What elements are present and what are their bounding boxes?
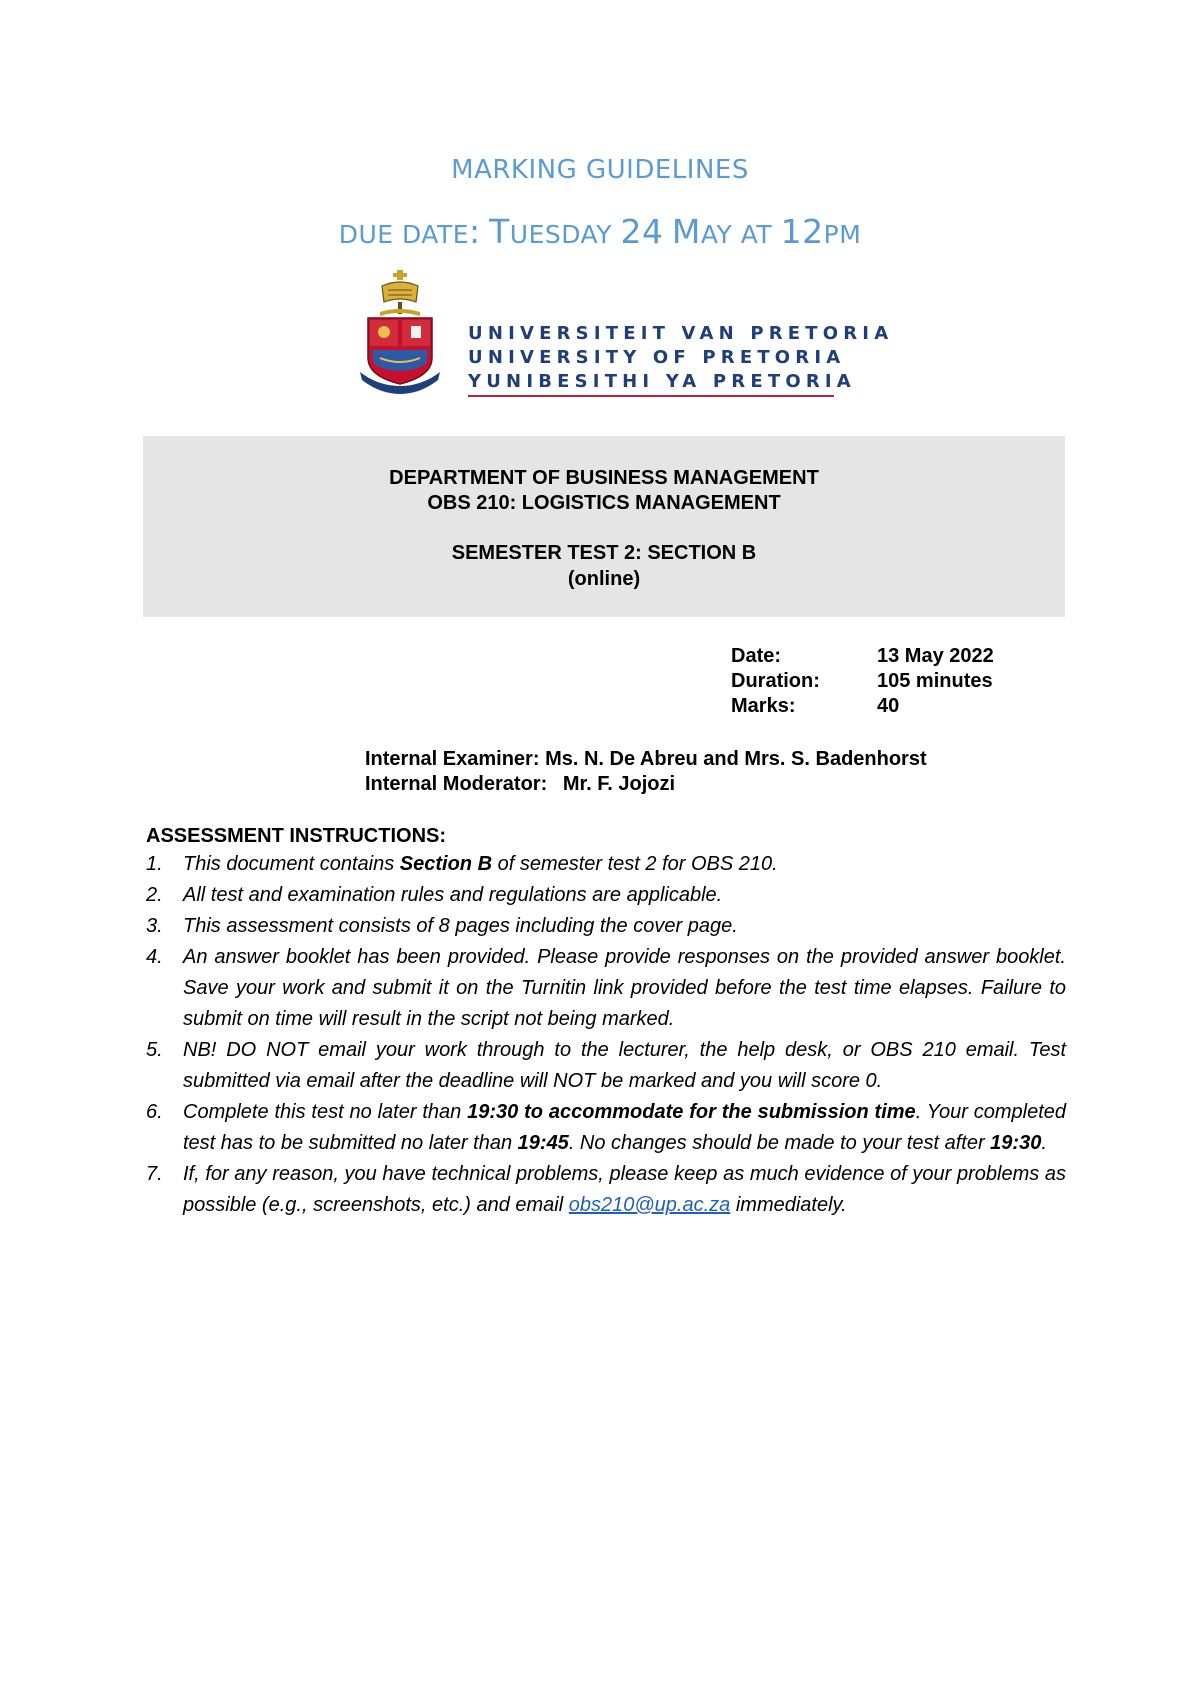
support-email-link[interactable]: obs210@up.ac.za xyxy=(568,1194,731,1216)
module-name: OBS 210: LOGISTICS MANAGEMENT xyxy=(427,492,781,514)
instruction-text: All test and examination rules and regulations are applicable. xyxy=(183,884,723,906)
instruction-emphasis: Section B xyxy=(399,853,493,875)
duration-label: Duration: xyxy=(731,670,820,692)
moderator-row xyxy=(365,772,927,797)
instruction-number: 7. xyxy=(146,1163,163,1185)
course-header-box xyxy=(143,436,1065,617)
due-date-m: M xyxy=(671,212,701,251)
instruction-number: 5. xyxy=(146,1039,163,1061)
date-value: 13 May 2022 xyxy=(877,645,994,667)
instructions-title: ASSESSMENT INSTRUCTIONS: xyxy=(146,825,447,847)
duration-value: 105 minutes xyxy=(877,670,993,692)
instruction-number: 4. xyxy=(146,946,163,968)
instruction-item xyxy=(146,1097,1066,1159)
instruction-text: Complete this test no later than xyxy=(183,1101,468,1123)
instruction-text: . xyxy=(1041,1132,1047,1154)
instruction-item xyxy=(146,911,1066,942)
due-date-colon: : xyxy=(469,212,481,251)
due-date-ay-at: AY AT xyxy=(700,220,773,249)
date-label: Date: xyxy=(731,645,782,667)
instruction-item xyxy=(146,942,1066,1035)
instruction-number: 3. xyxy=(146,915,163,937)
due-date-t: T xyxy=(489,212,510,251)
instruction-text: This assessment consists of 8 pages including the cover page. xyxy=(183,915,738,937)
university-name-english: UNIVERSITY OF PRETORIA xyxy=(468,347,846,368)
instruction-number: 1. xyxy=(146,853,163,875)
university-name-sepedi: YUNIBESITHI YA PRETORIA xyxy=(468,371,856,392)
assessment-instructions xyxy=(146,824,1066,1221)
due-date-title xyxy=(0,212,1200,255)
due-date-uesday: UESDAY xyxy=(509,220,612,249)
instruction-text: . No changes should be made to your test after xyxy=(568,1132,991,1154)
due-date-prefix: DUE DATE xyxy=(338,220,470,249)
marking-guidelines-title: MARKING GUIDELINES xyxy=(451,155,749,185)
test-mode: (online) xyxy=(567,568,641,590)
instruction-emphasis: 19:45 xyxy=(517,1132,569,1154)
instruction-text: of semester test 2 for OBS 210. xyxy=(492,853,778,875)
due-date-time: 12 xyxy=(780,212,824,251)
university-crest-icon xyxy=(358,268,442,396)
date-row xyxy=(731,644,994,669)
instruction-text: . Your completed test has to be submitted no later than xyxy=(183,1101,1067,1154)
instruction-item xyxy=(146,1035,1066,1097)
marks-label: Marks: xyxy=(731,695,796,717)
instruction-number: 2. xyxy=(146,884,163,906)
moderator-label: Internal Moderator: xyxy=(365,773,548,795)
university-name-afrikaans: UNIVERSITEIT VAN PRETORIA xyxy=(468,323,894,344)
examiner-value: Ms. N. De Abreu and Mrs. S. Badenhorst xyxy=(545,748,927,770)
instruction-number: 6. xyxy=(146,1101,163,1123)
test-name: SEMESTER TEST 2: SECTION B xyxy=(451,542,757,564)
logo-rule xyxy=(468,395,834,397)
university-names xyxy=(468,322,893,394)
instruction-item xyxy=(146,849,1066,880)
due-date-day: 24 xyxy=(620,212,664,251)
instructions-list xyxy=(146,849,1066,1221)
instruction-item xyxy=(146,1159,1066,1221)
instruction-text: An answer booklet has been provided. Please provide responses on the provided answer booklet. Save your work and submit it on the Turnitin link provided before the test time elapses. Failure to submit on time will result in the script not being marked. xyxy=(183,946,1066,1030)
instruction-text: NB! DO NOT email your work through to the lecturer, the help desk, or OBS 210 email. Test submitted via email after the deadline will NOT be marked and you will score 0. xyxy=(183,1039,1066,1092)
instruction-emphasis: 19:30 to accommodate for the submission time xyxy=(467,1101,916,1123)
staff-block xyxy=(365,747,927,797)
duration-row xyxy=(731,669,994,694)
examiner-row xyxy=(365,747,927,772)
examiner-label: Internal Examiner: xyxy=(365,748,540,770)
marks-row xyxy=(731,694,994,719)
instruction-text: immediately. xyxy=(730,1194,847,1216)
moderator-value: Mr. F. Jojozi xyxy=(562,773,676,795)
marks-value: 40 xyxy=(877,695,900,717)
instruction-text: This document contains xyxy=(183,853,400,875)
test-meta xyxy=(731,644,994,719)
instruction-emphasis: 19:30 xyxy=(990,1132,1042,1154)
department-name: DEPARTMENT OF BUSINESS MANAGEMENT xyxy=(389,467,819,489)
due-date-pm: PM xyxy=(823,220,862,249)
instruction-item xyxy=(146,880,1066,911)
instruction-text: If, for any reason, you have technical problems, please keep as much evidence of your problems as possible (e.g., screenshots, etc.) and email xyxy=(183,1163,1066,1216)
